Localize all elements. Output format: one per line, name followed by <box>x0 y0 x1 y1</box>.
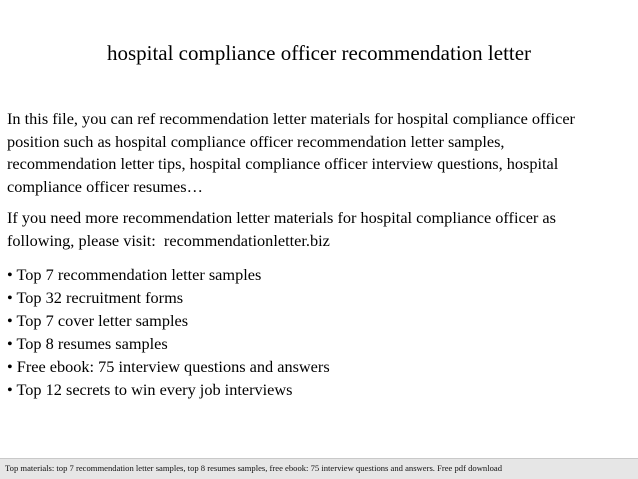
page-title: hospital compliance officer recommendation letter <box>106 41 532 65</box>
list-item: • Top 7 cover letter samples <box>7 310 189 330</box>
list-item: • Top 12 secrets to win every job interviews <box>7 380 293 400</box>
materials-list <box>7 264 635 402</box>
list-item: • Top 32 recruitment forms <box>7 287 184 307</box>
more-line-2-prefix: following, please visit: <box>7 230 164 250</box>
website-link[interactable]: recommendationletter.biz <box>163 230 330 250</box>
footer-bar <box>0 458 638 479</box>
list-item: • Top 7 recommendation letter samples <box>7 265 262 284</box>
footer-text: Top materials: top 7 recommendation letter samples, top 8 resumes samples, free ebook: 75 interview questions and answers. Free pdf download <box>5 463 502 473</box>
intro-paragraph <box>7 108 635 198</box>
intro-line-2: position such as hospital compliance officer recommendation letter samples, <box>7 131 505 151</box>
more-line-1: If you need more recommendation letter materials for hospital compliance officer as <box>7 208 556 227</box>
intro-line-1: In this file, you can ref recommendation letter materials for hospital compliance officer <box>7 109 575 128</box>
list-item: • Top 8 resumes samples <box>7 333 168 353</box>
intro-line-4: compliance officer resumes… <box>7 176 203 196</box>
more-materials-paragraph <box>7 207 635 252</box>
intro-line-3: recommendation letter tips, hospital compliance officer interview questions, hospital <box>7 154 559 173</box>
list-item: • Free ebook: 75 interview questions and answers <box>7 357 330 377</box>
